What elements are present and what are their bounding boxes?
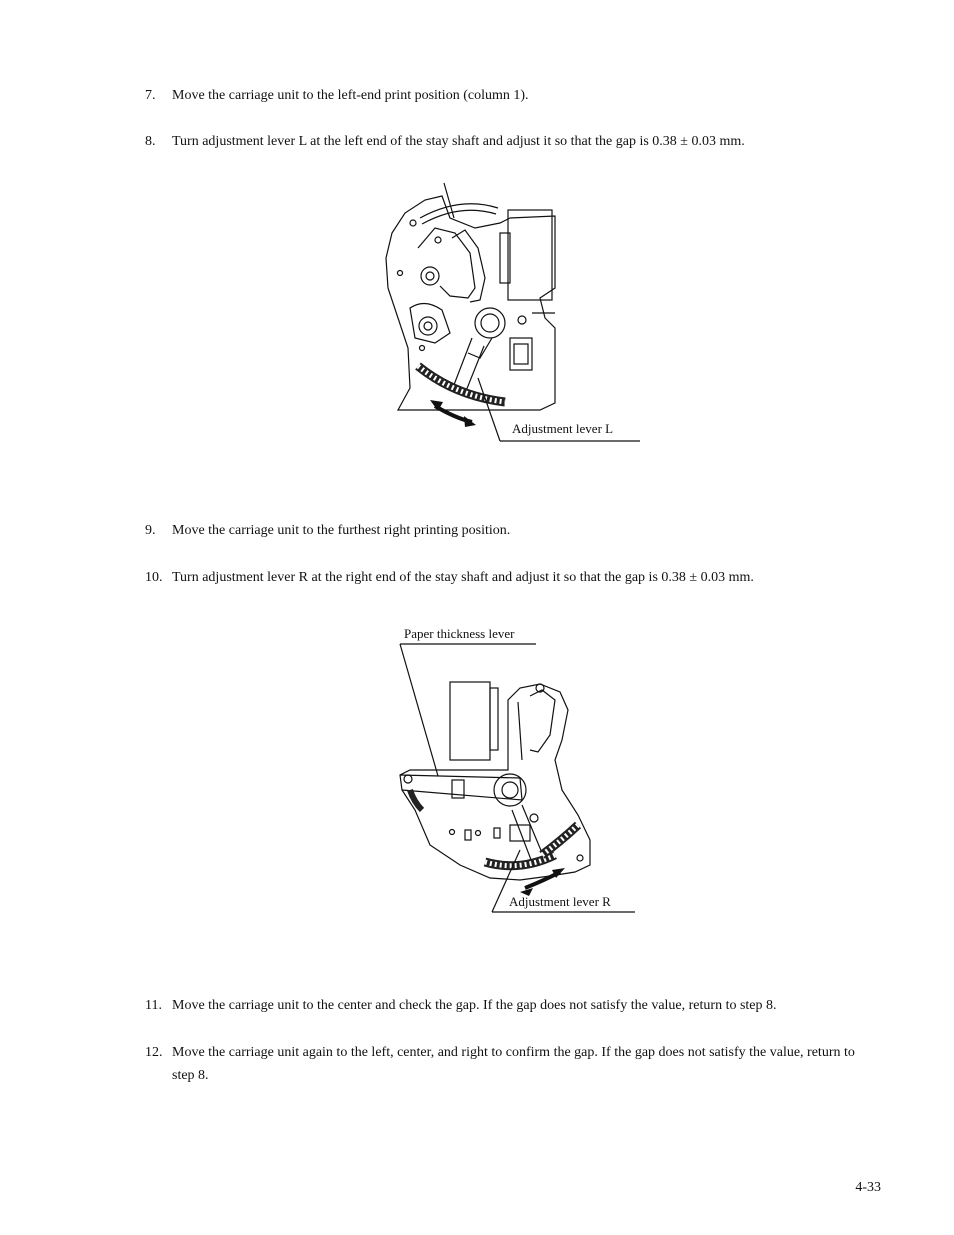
mechanism-drawing-right (390, 640, 640, 916)
callout-adjustment-lever-l: Adjustment lever L (512, 421, 614, 436)
callout-paper-thickness-lever: Paper thickness lever (404, 626, 515, 641)
step-number: 10. (145, 570, 163, 585)
step-text: Turn adjustment lever L at the left end of the stay shaft and adjust it so that the gap is 0.38 ± 0.03 mm. (172, 134, 745, 149)
figure-adjustment-lever-l (380, 178, 642, 444)
callout-adjustment-lever-r: Adjustment lever R (509, 894, 611, 909)
step-number: 7. (145, 88, 156, 103)
step-8 (145, 130, 865, 153)
step-10 (145, 566, 865, 589)
step-number: 9. (145, 523, 156, 538)
mechanism-drawing-left (380, 178, 642, 444)
step-text: Move the carriage unit to the left-end print position (column 1). (172, 88, 529, 103)
step-number: 12. (145, 1045, 163, 1060)
step-text: Move the carriage unit to the center and check the gap. If the gap does not satisfy the value, return to step 8. (172, 998, 777, 1013)
step-text: Turn adjustment lever R at the right end of the stay shaft and adjust it so that the gap is 0.38 ± 0.03 mm. (172, 570, 754, 585)
step-text: Move the carriage unit to the furthest right printing position. (172, 523, 511, 538)
step-number: 8. (145, 134, 156, 149)
page-number: 4-33 (855, 1180, 881, 1195)
step-7 (145, 84, 865, 107)
step-11 (145, 994, 865, 1017)
step-9 (145, 519, 865, 542)
step-number: 11. (145, 998, 162, 1013)
step-12 (145, 1041, 865, 1087)
step-text: Move the carriage unit again to the left, center, and right to confirm the gap. If the gap does not satisfy the value, return to step 8. (172, 1045, 855, 1083)
figure-adjustment-lever-r (390, 640, 640, 916)
